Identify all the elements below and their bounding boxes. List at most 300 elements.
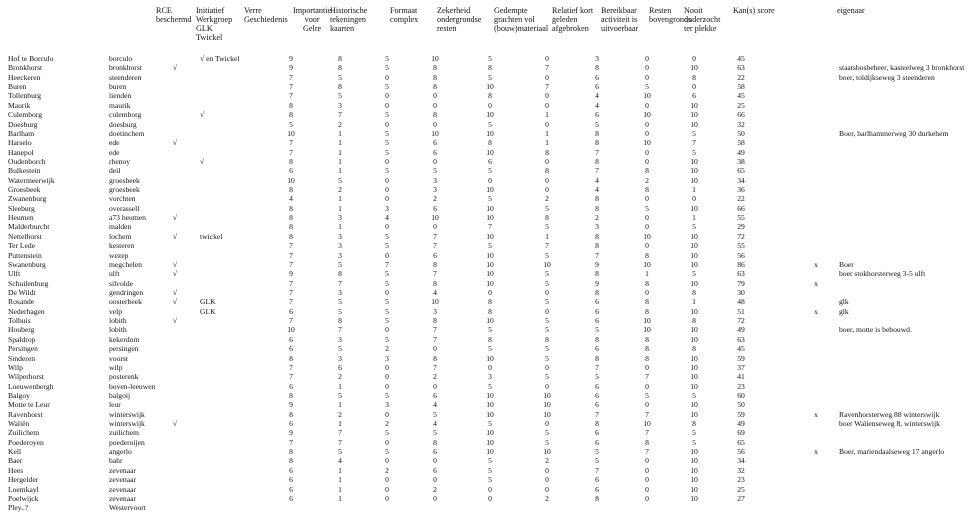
relatief-value: 2 <box>545 194 549 204</box>
bereikbaar-value: 6 <box>595 82 599 92</box>
table-row <box>0 354 980 363</box>
nooit-value: 10 <box>690 409 698 419</box>
historische-value: 1 <box>338 475 342 485</box>
formaat-value: 5 <box>385 269 389 279</box>
table-row <box>0 400 980 409</box>
nooit-value: 8 <box>692 419 696 429</box>
zekerheid-value: 2 <box>433 372 437 382</box>
place-name: kesteren <box>109 241 135 251</box>
resten-value: 0 <box>645 147 649 157</box>
importantie-value: 6 <box>289 381 293 391</box>
importantie-value: 9 <box>289 400 293 410</box>
resten-value: 0 <box>645 72 649 82</box>
historische-value: 1 <box>338 203 342 213</box>
table-row <box>0 466 980 475</box>
formaat-value: 0 <box>385 484 389 494</box>
table-row <box>0 91 980 100</box>
zekerheid-value: 8 <box>433 63 437 73</box>
historische-value: 7 <box>338 428 342 438</box>
place-name: ede <box>109 147 120 157</box>
gedempte-value: 10 <box>486 437 494 447</box>
bereikbaar-value: 8 <box>595 241 599 251</box>
relatief-value: 7 <box>545 63 549 73</box>
historische-value: 5 <box>338 306 342 316</box>
nooit-value: 10 <box>690 400 698 410</box>
formaat-value: 0 <box>385 381 389 391</box>
gedempte-value: 10 <box>486 409 494 419</box>
formaat-value: 0 <box>385 288 389 297</box>
zekerheid-value: 7 <box>433 231 437 241</box>
gedempte-value: 10 <box>486 316 494 326</box>
header-nooit: Nooit onderzocht ter plekke <box>684 6 721 33</box>
place-name: zevenaar <box>109 484 136 494</box>
place-name: malden <box>109 222 132 232</box>
zekerheid-value: 0 <box>433 493 437 503</box>
score-value: 79 <box>737 278 745 288</box>
resten-value: 10 <box>643 91 651 101</box>
formaat-value: 5 <box>385 128 389 138</box>
bereikbaar-value: 8 <box>595 419 599 429</box>
historische-value: 1 <box>338 400 342 410</box>
importantie-value: 10 <box>287 128 295 138</box>
formaat-value: 5 <box>385 334 389 344</box>
place-name: posterenk <box>109 372 139 382</box>
importantie-value: 8 <box>289 222 293 232</box>
formaat-value: 0 <box>385 409 389 419</box>
historische-value: 2 <box>338 372 342 382</box>
zekerheid-value: 5 <box>433 166 437 176</box>
table-row <box>0 485 980 494</box>
werkgroep-value: √ <box>200 110 205 120</box>
resten-value: 8 <box>645 185 649 195</box>
nooit-value: 1 <box>692 213 696 223</box>
castle-name: Wilp <box>8 362 23 372</box>
formaat-value: 0 <box>385 493 389 503</box>
table-row <box>0 410 980 419</box>
relatief-value: 5 <box>545 372 549 382</box>
table-row <box>0 428 980 437</box>
castle-name: Doesburg <box>8 119 38 129</box>
formaat-value: 5 <box>385 110 389 120</box>
nooit-value: 5 <box>692 437 696 447</box>
importantie-value: 6 <box>289 419 293 429</box>
castle-name: Tollenburg <box>8 91 42 101</box>
resten-value: 7 <box>645 409 649 419</box>
bereikbaar-value: 7 <box>595 250 599 260</box>
castle-name: Malderburcht <box>8 222 50 232</box>
gedempte-value: 7 <box>488 222 492 232</box>
castle-name: Sleeburg <box>8 203 35 213</box>
importantie-value: 6 <box>289 166 293 176</box>
owner-value: boer stokhorsterweg 3-5 ulft <box>839 269 926 279</box>
resten-value: 8 <box>645 353 649 363</box>
place-name: voorst <box>109 353 128 363</box>
resten-value: 8 <box>645 297 649 307</box>
score-value: 32 <box>737 465 745 475</box>
table-row <box>0 148 980 157</box>
gedempte-value: 8 <box>488 91 492 101</box>
formaat-value: 0 <box>385 119 389 129</box>
relatief-value: 10 <box>543 390 551 400</box>
resten-value: 0 <box>645 493 649 503</box>
resten-value: 10 <box>643 419 651 429</box>
zekerheid-value: 7 <box>433 241 437 251</box>
table-row <box>0 325 980 334</box>
resten-value: 8 <box>645 250 649 260</box>
nooit-value: 5 <box>692 428 696 438</box>
table-row <box>0 222 980 231</box>
score-value: 56 <box>737 250 745 260</box>
score-value: 65 <box>737 166 745 176</box>
place-name: ulft <box>109 269 120 279</box>
score-value: 37 <box>737 362 745 372</box>
gedempte-value: 5 <box>488 54 492 63</box>
importantie-value: 6 <box>289 465 293 475</box>
nooit-value: 10 <box>690 306 698 316</box>
historische-value: 7 <box>338 278 342 288</box>
score-value: 63 <box>737 269 745 279</box>
castle-name: Maurik <box>8 100 31 110</box>
bereikbaar-value: 9 <box>595 278 599 288</box>
bereikbaar-value: 7 <box>595 147 599 157</box>
castle-name: Bronkhorst <box>8 63 43 73</box>
place-name: poederoijen <box>109 437 145 447</box>
place-name: zevenaar <box>109 475 136 485</box>
nooit-value: 8 <box>692 72 696 82</box>
table-row <box>0 447 980 456</box>
gedempte-value: 10 <box>486 353 494 363</box>
gedempte-value: 0 <box>488 288 492 297</box>
relatief-value: 0 <box>545 362 549 372</box>
gedempte-value: 5 <box>488 381 492 391</box>
gedempte-value: 10 <box>486 269 494 279</box>
historische-value: 3 <box>338 334 342 344</box>
table-row <box>0 54 980 63</box>
formaat-value: 3 <box>385 203 389 213</box>
gedempte-value: 0 <box>488 175 492 185</box>
relatief-value: 5 <box>545 353 549 363</box>
historische-value: 1 <box>338 194 342 204</box>
importantie-value: 7 <box>289 250 293 260</box>
table-row <box>0 494 980 503</box>
relatief-value: 7 <box>545 241 549 251</box>
bereikbaar-value: 6 <box>595 72 599 82</box>
formaat-value: 2 <box>385 419 389 429</box>
gedempte-value: 10 <box>486 185 494 195</box>
zekerheid-value: 7 <box>433 269 437 279</box>
resten-value: 7 <box>645 372 649 382</box>
nooit-value: 10 <box>690 259 698 269</box>
selected-mark: x <box>814 409 818 419</box>
table-row <box>0 288 980 297</box>
formaat-value: 0 <box>385 325 389 335</box>
castle-name: Baer <box>8 456 23 466</box>
historische-value: 2 <box>338 119 342 129</box>
owner-value: Ravenhorsterweg 88 winterswijk <box>839 409 940 419</box>
formaat-value: 0 <box>385 175 389 185</box>
formaat-value: 5 <box>385 147 389 157</box>
nooit-value: 10 <box>690 465 698 475</box>
place-name: doetinchem <box>109 128 145 138</box>
resten-value: 0 <box>645 465 649 475</box>
werkgroep-value: √ <box>200 156 205 166</box>
relatief-value: 1 <box>545 231 549 241</box>
score-value: 66 <box>737 110 745 120</box>
importantie-value: 8 <box>289 456 293 466</box>
zekerheid-value: 0 <box>433 222 437 232</box>
bereikbaar-value: 8 <box>595 128 599 138</box>
zekerheid-value: 10 <box>431 54 439 63</box>
zekerheid-value: 8 <box>433 82 437 92</box>
resten-value: 0 <box>645 288 649 297</box>
score-value: 32 <box>737 119 745 129</box>
castle-name: Ter Lede <box>8 241 36 251</box>
place-name: silvolde <box>109 278 134 288</box>
table-row <box>0 120 980 129</box>
formaat-value: 0 <box>385 156 389 166</box>
bereikbaar-value: 4 <box>595 185 599 195</box>
zekerheid-value: 6 <box>433 465 437 475</box>
zekerheid-value: 0 <box>433 156 437 166</box>
relatief-value: 0 <box>545 465 549 475</box>
nooit-value: 5 <box>692 222 696 232</box>
place-name: winterswijk <box>109 409 145 419</box>
zekerheid-value: 6 <box>433 203 437 213</box>
table-row <box>0 344 980 353</box>
zekerheid-value: 3 <box>433 306 437 316</box>
castle-name: Oudenborch <box>8 156 46 166</box>
nooit-value: 10 <box>690 278 698 288</box>
bereikbaar-value: 8 <box>595 63 599 73</box>
resten-value: 8 <box>645 306 649 316</box>
owner-value: Boer <box>839 259 854 269</box>
historische-value: 8 <box>338 82 342 92</box>
table-row <box>0 269 980 278</box>
historische-value: 8 <box>338 54 342 63</box>
nooit-value: 6 <box>692 91 696 101</box>
gedempte-value: 8 <box>488 63 492 73</box>
importantie-value: 7 <box>289 259 293 269</box>
formaat-value: 5 <box>385 297 389 307</box>
castle-name: Culemborg <box>8 110 43 120</box>
table-row <box>0 194 980 203</box>
historische-value: 5 <box>338 447 342 457</box>
formaat-value: 5 <box>385 278 389 288</box>
header-rce: RCE beschermd <box>156 6 192 24</box>
historische-value: 7 <box>338 110 342 120</box>
historische-value: 2 <box>338 185 342 195</box>
importantie-value: 8 <box>289 231 293 241</box>
historische-value: 5 <box>338 259 342 269</box>
castle-name: Harselo <box>8 138 32 148</box>
zekerheid-value: 6 <box>433 147 437 157</box>
table-row <box>0 251 980 260</box>
place-name: borculo <box>109 54 133 63</box>
bereikbaar-value: 8 <box>595 203 599 213</box>
place-name: angerlo <box>109 447 132 457</box>
table-row <box>0 204 980 213</box>
formaat-value: 7 <box>385 259 389 269</box>
importantie-value: 8 <box>289 185 293 195</box>
importantie-value: 7 <box>289 437 293 447</box>
nooit-value: 10 <box>690 362 698 372</box>
historische-value: 8 <box>338 63 342 73</box>
resten-value: 0 <box>645 475 649 485</box>
bereikbaar-value: 6 <box>595 475 599 485</box>
castle-name: Kell <box>8 447 22 457</box>
table-row <box>0 335 980 344</box>
score-value: 45 <box>737 91 745 101</box>
resten-value: 10 <box>643 325 651 335</box>
resten-value: 1 <box>645 269 649 279</box>
formaat-value: 0 <box>385 437 389 447</box>
castle-name: Hergelder <box>8 475 39 485</box>
historische-value: 1 <box>338 156 342 166</box>
score-value: 22 <box>737 194 745 204</box>
score-value: 59 <box>737 409 745 419</box>
castle-name: Puttenstein <box>8 250 42 260</box>
bereikbaar-value: 4 <box>595 175 599 185</box>
importantie-value: 6 <box>289 334 293 344</box>
formaat-value: 5 <box>385 82 389 92</box>
zekerheid-value: 8 <box>433 437 437 447</box>
importantie-value: 9 <box>289 428 293 438</box>
importantie-value: 7 <box>289 138 293 148</box>
gedempte-value: 8 <box>488 138 492 148</box>
score-value: 59 <box>737 353 745 363</box>
historische-value: 8 <box>338 269 342 279</box>
nooit-value: 10 <box>690 493 698 503</box>
rce-check: √ <box>172 419 178 429</box>
importantie-value: 7 <box>289 72 293 82</box>
resten-value: 8 <box>645 334 649 344</box>
bereikbaar-value: 5 <box>595 119 599 129</box>
bereikbaar-value: 8 <box>595 138 599 148</box>
historische-value: 2 <box>338 409 342 419</box>
historische-value: 5 <box>338 175 342 185</box>
table-row <box>0 157 980 166</box>
relatief-value: 0 <box>545 54 549 63</box>
place-name: a73 heumen <box>109 213 146 223</box>
nooit-value: 10 <box>690 241 698 251</box>
castle-name: Bulkestein <box>8 166 41 176</box>
bereikbaar-value: 2 <box>595 213 599 223</box>
zekerheid-value: 0 <box>433 475 437 485</box>
bereikbaar-value: 3 <box>595 54 599 63</box>
relatief-value: 0 <box>545 91 549 101</box>
gedempte-value: 8 <box>488 297 492 307</box>
place-name: buren <box>109 82 127 92</box>
place-name: zuilichem <box>109 428 139 438</box>
castle-name: Tolhuis <box>8 316 31 326</box>
zekerheid-value: 7 <box>433 334 437 344</box>
bereikbaar-value: 6 <box>595 437 599 447</box>
table-row <box>0 185 980 194</box>
place-name: persingen <box>109 344 139 354</box>
score-value: 58 <box>737 82 745 92</box>
importantie-value: 8 <box>289 409 293 419</box>
selected-mark: x <box>814 447 818 457</box>
bereikbaar-value: 6 <box>595 297 599 307</box>
importantie-value: 6 <box>289 484 293 494</box>
relatief-value: 7 <box>545 82 549 92</box>
zekerheid-value: 0 <box>433 344 437 354</box>
zekerheid-value: 4 <box>433 419 437 429</box>
gedempte-value: 10 <box>486 110 494 120</box>
werkgroep-value: GLK <box>200 306 216 316</box>
relatief-value: 0 <box>545 306 549 316</box>
castle-name: Swanenburg <box>8 259 46 269</box>
nooit-value: 10 <box>690 156 698 166</box>
zekerheid-value: 6 <box>433 447 437 457</box>
historische-value: 6 <box>338 362 342 372</box>
relatief-value: 10 <box>543 259 551 269</box>
place-name: boven-leeuwen <box>109 381 156 391</box>
formaat-value: 5 <box>385 241 389 251</box>
importantie-value: 7 <box>289 91 293 101</box>
header-werkgroep: Initiatief Werkgroep GLK Twickel <box>196 6 233 42</box>
historische-value: 7 <box>338 437 342 447</box>
owner-value: boer, motte is bebouwd. <box>839 325 912 335</box>
gedempte-value: 10 <box>486 147 494 157</box>
zekerheid-value: 6 <box>433 390 437 400</box>
formaat-value: 5 <box>385 54 389 63</box>
relatief-value: 0 <box>545 100 549 110</box>
score-value: 45 <box>737 344 745 354</box>
werkgroep-value: twickel <box>200 231 223 241</box>
nooit-value: 10 <box>690 175 698 185</box>
nooit-value: 5 <box>692 269 696 279</box>
zekerheid-value: 10 <box>431 213 439 223</box>
gedempte-value: 5 <box>488 325 492 335</box>
zekerheid-value: 3 <box>433 175 437 185</box>
nooit-value: 7 <box>692 138 696 148</box>
nooit-value: 1 <box>692 185 696 195</box>
importantie-value: 7 <box>289 297 293 307</box>
castle-name: Waliën <box>8 419 30 429</box>
castle-name: Poelwijck <box>8 493 39 503</box>
table-row <box>0 475 980 484</box>
gedempte-value: 8 <box>488 334 492 344</box>
castle-name: Nettelhorst <box>8 231 42 241</box>
relatief-value: 5 <box>545 428 549 438</box>
header-formaat: Formaat complex <box>390 6 419 24</box>
table-row <box>0 297 980 306</box>
table-row <box>0 382 980 391</box>
castle-name: Hof te Borculo <box>8 54 54 63</box>
header-eigenaar: eigenaar <box>837 6 865 15</box>
score-value: 25 <box>737 484 745 494</box>
gedempte-value: 10 <box>486 203 494 213</box>
relatief-value: 5 <box>545 297 549 307</box>
gedempte-value: 6 <box>488 156 492 166</box>
bereikbaar-value: 5 <box>595 325 599 335</box>
bereikbaar-value: 6 <box>595 110 599 120</box>
table-row <box>0 363 980 372</box>
castle-name: Hanepol <box>8 147 34 157</box>
castle-name: Buren <box>8 82 27 92</box>
owner-value: glk <box>839 306 849 316</box>
relatief-value: 5 <box>545 437 549 447</box>
score-value: 51 <box>737 306 745 316</box>
historische-value: 3 <box>338 288 342 297</box>
formaat-value: 0 <box>385 91 389 101</box>
resten-value: 0 <box>645 128 649 138</box>
score-value: 34 <box>737 456 745 466</box>
score-value: 55 <box>737 213 745 223</box>
nooit-value: 10 <box>690 353 698 363</box>
zekerheid-value: 2 <box>433 194 437 204</box>
